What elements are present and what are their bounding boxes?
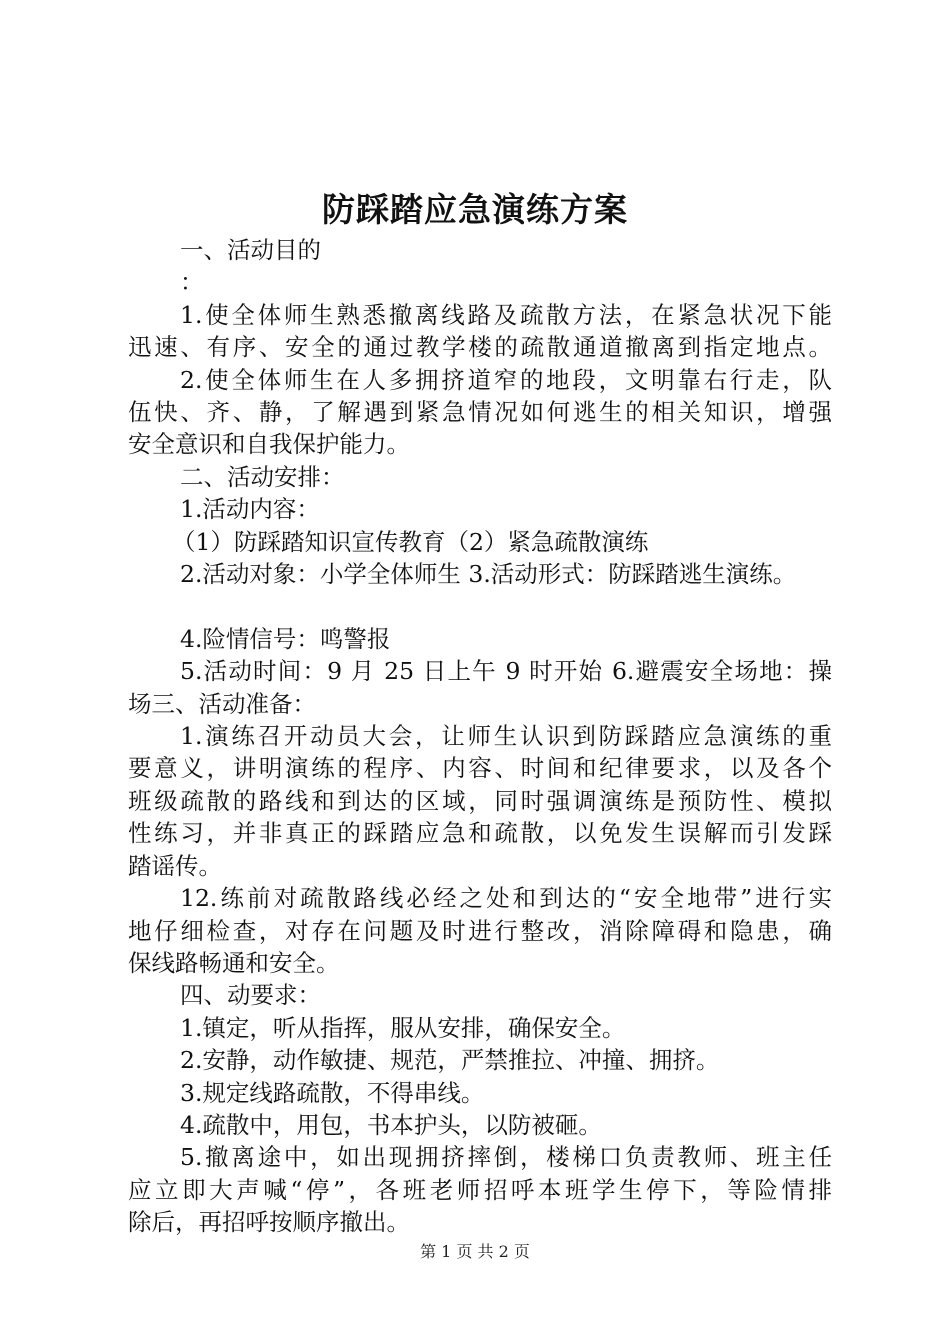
paragraph-line: 安全意识和自我保护能力。 [128,430,410,459]
paragraph-line: 2.使全体师生在人多拥挤道窄的地段，文明靠右行走，队 [180,365,832,394]
paragraph-line: 应立即大声喊“停”，各班老师招呼本班学生停下，等险情排 [128,1175,832,1204]
paragraph-line: 1.活动内容： [180,495,320,524]
paragraph-line: 伍快、齐、静，了解遇到紧急情况如何逃生的相关知识，增强 [128,398,832,427]
paragraph-line: 5.活动时间：9 月 25 日上午 9 时开始 6.避震安全场地：操 [180,657,832,686]
paragraph-line: 要意义，讲明演练的程序、内容、时间和纪律要求，以及各个 [128,754,832,783]
paragraph-line: 5.撤离途中，如出现拥挤摔倒，楼梯口负责教师、班主任 [180,1143,832,1172]
paragraph-line: 4.险情信号：鸣警报 [180,624,391,653]
section-heading-4: 四、动要求： [180,981,321,1010]
paragraph-line: 性练习，并非真正的踩踏应急和疏散，以免发生误解而引发踩 [128,819,832,848]
paragraph-line: 保线路畅通和安全。 [128,948,340,977]
document-body [128,234,832,1239]
section-heading-3: 场三、活动准备： [128,689,316,718]
paragraph-line: 除后，再招呼按顺序撤出。 [128,1208,410,1237]
document-title: 防踩踏应急演练方案 [322,190,628,229]
paragraph-line: 2.安静，动作敏捷、规范，严禁推拉、冲撞、拥挤。 [180,1046,720,1075]
paragraph-line: 1.演练召开动员大会，让师生认识到防踩踏应急演练的重 [180,722,832,751]
section-heading-1: 一、活动目的 [180,236,321,264]
paragraph-line: 迅速、有序、安全的通过教学楼的疏散通道撤离到指定地点。 [128,333,832,362]
page-number-footer: 第 1 页 共 2 页 [420,1242,530,1261]
paragraph-line: 地仔细检查，对存在问题及时进行整改，消除障碍和隐患，确 [128,916,832,945]
paragraph-line: ： [180,268,204,297]
section-heading-2: 二、活动安排： [180,462,345,491]
blank-line [128,590,832,622]
paragraph-line: 班级疏散的路线和到达的区域，同时强调演练是预防性、模拟 [128,786,832,815]
paragraph-line: 1.镇定，听从指挥，服从安排，确保安全。 [180,1013,626,1042]
paragraph-line: 3.规定线路疏散，不得串线。 [180,1078,485,1107]
paragraph-line: 2.活动对象：小学全体师生 3.活动形式：防踩踏逃生演练。 [180,560,797,589]
paragraph-line: 12.练前对疏散路线必经之处和到达的“安全地带”进行实 [180,884,832,913]
paragraph-line: 踏谣传。 [128,851,222,880]
paragraph-line: （1）防踩踏知识宣传教育（2）紧急疏散演练 [172,527,649,556]
paragraph-line: 1.使全体师生熟悉撤离线路及疏散方法，在紧急状况下能 [180,300,832,329]
paragraph-line: 4.疏散中，用包，书本护头，以防被砸。 [180,1110,602,1139]
